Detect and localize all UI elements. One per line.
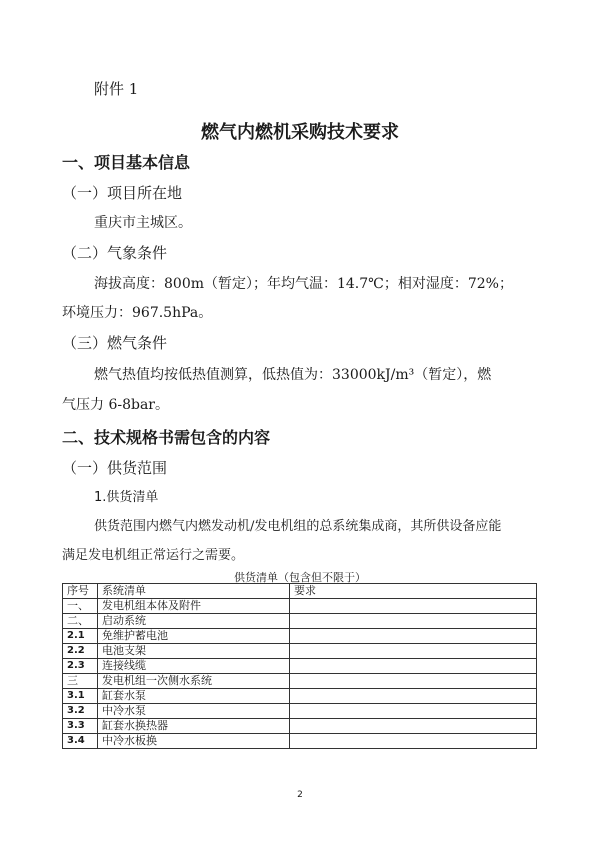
supply-list-table (62, 583, 537, 749)
gas-text-line2: 气压力 6-8bar。 (62, 397, 169, 413)
table-row (63, 629, 537, 644)
table-cell: 2.3 (63, 659, 98, 674)
table-cell: 一、 (63, 599, 98, 614)
table-cell (290, 734, 537, 749)
gas-text-line1: 燃气热值均按低热值测算，低热值为：33000kJ/m³（暂定），燃 (94, 367, 492, 383)
table-row (63, 614, 537, 629)
table-header-row (63, 584, 537, 599)
table-cell (290, 629, 537, 644)
table-cell: 电池支架 (98, 644, 290, 659)
table-cell: 三 (63, 674, 98, 689)
header-cell: 要求 (290, 584, 537, 599)
table-cell: 中冷水板换 (98, 734, 290, 749)
table-cell: 3.1 (63, 689, 98, 704)
section-2-heading: 二、技术规格书需包含的内容 (62, 428, 271, 447)
table-cell: 2.2 (63, 644, 98, 659)
table-cell: 3.4 (63, 734, 98, 749)
table-cell (290, 719, 537, 734)
table-cell: 发电机组本体及附件 (98, 599, 290, 614)
table-cell: 发电机组一次侧水系统 (98, 674, 290, 689)
table-row (63, 734, 537, 749)
attachment-label: 附件 1 (94, 80, 139, 98)
table-row (63, 599, 537, 614)
table-row (63, 644, 537, 659)
subsection-weather-heading: （二）气象条件 (62, 244, 168, 262)
table-cell (290, 674, 537, 689)
table-cell: 启动系统 (98, 614, 290, 629)
table-cell: 3.3 (63, 719, 98, 734)
table-row (63, 719, 537, 734)
table-cell (290, 614, 537, 629)
table-cell: 2.1 (63, 629, 98, 644)
table-cell (290, 659, 537, 674)
table-cell (290, 704, 537, 719)
table-cell (290, 644, 537, 659)
supply-scope-para-line2: 满足发电机组正常运行之需要。 (62, 548, 245, 563)
table-cell: 二、 (63, 614, 98, 629)
table-caption: 供货清单（包含但不限于） (234, 571, 366, 584)
supply-scope-para-line1: 供货范围内燃气内燃发动机/发电机组的总系统集成商，其所供设备应能 (94, 519, 502, 534)
weather-text-line2: 环境压力：967.5hPa。 (62, 305, 213, 321)
supply-list-item: 1.供货清单 (94, 490, 159, 505)
table-cell (290, 689, 537, 704)
table-row (63, 659, 537, 674)
table-row (63, 689, 537, 704)
weather-text-line1: 海拔高度：800m（暂定）；年均气温：14.7℃；相对湿度：72%； (94, 276, 513, 292)
table-row (63, 704, 537, 719)
table-row (63, 674, 537, 689)
page-number: 2 (297, 790, 303, 800)
table-cell: 中冷水泵 (98, 704, 290, 719)
table-cell: 缸套水换热器 (98, 719, 290, 734)
table-cell: 3.2 (63, 704, 98, 719)
section-1-heading: 一、项目基本信息 (62, 153, 191, 172)
document-title: 燃气内燃机采购技术要求 (201, 122, 399, 143)
table-cell: 连接线缆 (98, 659, 290, 674)
header-cell: 系统清单 (98, 584, 290, 599)
table-cell: 免维护蓄电池 (98, 629, 290, 644)
subsection-gas-heading: （三）燃气条件 (62, 334, 168, 352)
header-cell: 序号 (63, 584, 98, 599)
location-text: 重庆市主城区。 (94, 215, 192, 231)
subsection-location-heading: （一）项目所在地 (62, 184, 183, 202)
table-cell (290, 599, 537, 614)
subsection-supply-scope-heading: （一）供货范围 (62, 459, 168, 477)
table-cell: 缸套水泵 (98, 689, 290, 704)
